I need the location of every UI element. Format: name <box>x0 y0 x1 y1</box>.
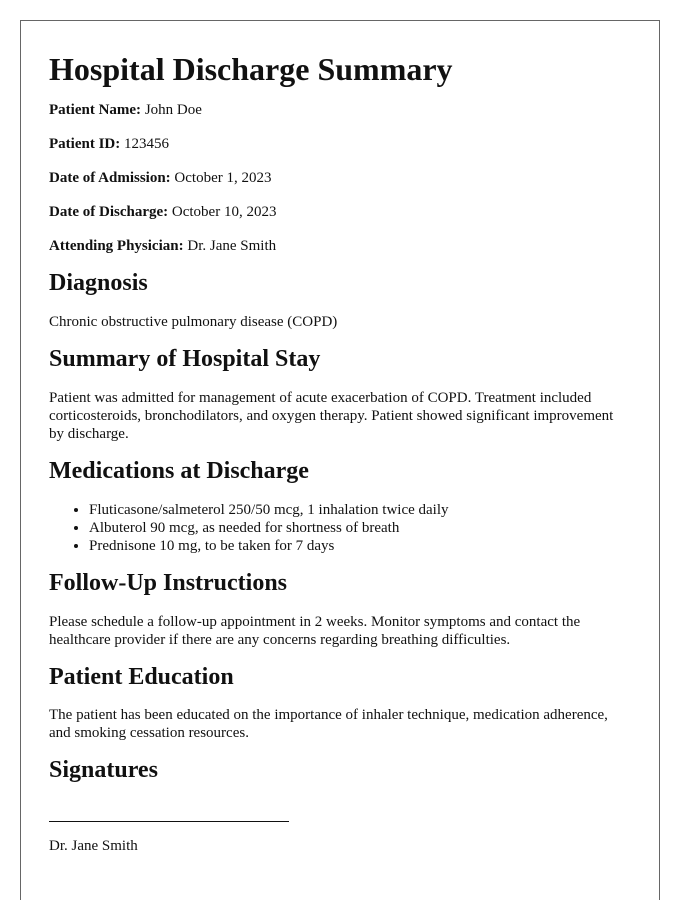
discharge-date-row <box>49 203 631 221</box>
patient-name-label: Patient Name: <box>49 102 142 119</box>
attending-physician-row <box>49 237 631 255</box>
discharge-summary-document <box>20 20 660 900</box>
admission-date-label: Date of Admission: <box>49 170 171 187</box>
medication-item: • Prednisone 10 mg, to be taken for 7 days <box>89 537 631 555</box>
medications-list <box>49 501 631 555</box>
hospital-stay-text: Patient was admitted for management of acute exacerbation of COPD. Treatment included corticosteroids, bronchodilators, and oxygen therapy. Patient showed significant improvement by discharge. <box>49 389 614 442</box>
follow-up-section <box>49 569 631 649</box>
discharge-date-value: October 10, 2023 <box>171 204 277 221</box>
attending-physician-label: Attending Physician: <box>49 238 184 255</box>
signatures-heading: Signatures <box>49 757 158 784</box>
hospital-stay-heading: Summary of Hospital Stay <box>49 346 321 373</box>
admission-date-row <box>49 169 631 187</box>
attending-physician-value: Dr. Jane Smith <box>187 238 277 255</box>
patient-education-heading: Patient Education <box>49 663 234 690</box>
patient-education-text: The patient has been educated on the importance of inhaler technique, medication adherence, and smoking cessation resources. <box>49 707 608 742</box>
patient-education-section <box>49 663 631 743</box>
medications-heading: Medications at Discharge <box>49 457 309 484</box>
diagnosis-text: Chronic obstructive pulmonary disease (COPD) <box>49 314 338 331</box>
patient-info <box>49 101 631 255</box>
diagnosis-section <box>49 269 631 331</box>
patient-id-label: Patient ID: <box>49 136 121 153</box>
signature-line <box>49 821 289 822</box>
hospital-stay-section <box>49 345 631 443</box>
medication-item: • Fluticasone/salmeterol 250/50 mcg, 1 inhalation twice daily <box>89 501 631 519</box>
patient-name-row <box>49 101 631 119</box>
discharge-date-label: Date of Discharge: <box>49 204 169 221</box>
follow-up-heading: Follow-Up Instructions <box>49 569 288 596</box>
medication-item: • Albuterol 90 mcg, as needed for shortness of breath <box>89 519 631 537</box>
signature-name: Dr. Jane Smith <box>49 838 138 855</box>
patient-name-value: John Doe <box>144 102 202 119</box>
patient-id-value: 123456 <box>124 136 169 153</box>
patient-id-row <box>49 135 631 153</box>
medications-section <box>49 457 631 555</box>
signatures-section <box>49 756 631 855</box>
admission-date-value: October 1, 2023 <box>174 170 272 187</box>
page-title: Hospital Discharge Summary <box>49 51 453 87</box>
follow-up-text: Please schedule a follow-up appointment in 2 weeks. Monitor symptoms and contact the healthcare provider if there are any concerns regarding breathing difficulties. <box>49 613 581 648</box>
diagnosis-heading: Diagnosis <box>49 270 148 297</box>
